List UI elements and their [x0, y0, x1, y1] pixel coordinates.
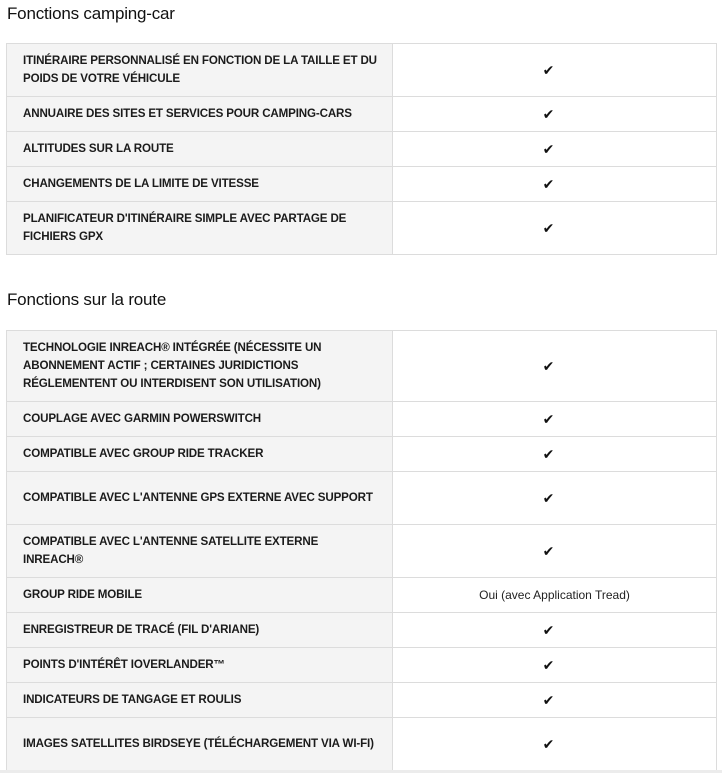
- feature-value: [393, 472, 717, 525]
- checkmark-icon: ✔: [542, 221, 555, 237]
- feature-value: [393, 331, 717, 402]
- feature-value: [393, 202, 717, 255]
- feature-value: [393, 613, 717, 648]
- feature-value: [393, 648, 717, 683]
- table-row: [7, 437, 717, 472]
- checkmark-icon: ✔: [542, 623, 555, 639]
- checkmark-icon: ✔: [542, 658, 555, 674]
- table-row: [7, 167, 717, 202]
- feature-label: INDICATEURS DE TANGAGE ET ROULIS: [7, 683, 393, 718]
- feature-label: COMPATIBLE AVEC L'ANTENNE GPS EXTERNE AVEC SUPPORT: [7, 472, 393, 525]
- section-title-on-road: Fonctions sur la route: [7, 290, 167, 309]
- feature-label: ITINÉRAIRE PERSONNALISÉ EN FONCTION DE LA TAILLE ET DU POIDS DE VOTRE VÉHICULE: [7, 44, 393, 97]
- feature-label: IMAGES SATELLITES BIRDSEYE (TÉLÉCHARGEMENT VIA WI-FI): [7, 718, 393, 771]
- feature-label: CHANGEMENTS DE LA LIMITE DE VITESSE: [7, 167, 393, 202]
- feature-value: [393, 44, 717, 97]
- table-row: [7, 683, 717, 718]
- feature-value: [393, 718, 717, 771]
- feature-label: ALTITUDES SUR LA ROUTE: [7, 132, 393, 167]
- checkmark-icon: ✔: [542, 107, 555, 123]
- table-row: [7, 525, 717, 578]
- table-row: [7, 472, 717, 525]
- table-row: [7, 613, 717, 648]
- checkmark-icon: ✔: [542, 737, 555, 753]
- feature-value: [393, 437, 717, 472]
- table-row: [7, 718, 717, 771]
- checkmark-icon: ✔: [542, 491, 555, 507]
- table-row: [7, 331, 717, 402]
- feature-value: [393, 525, 717, 578]
- feature-value: [393, 402, 717, 437]
- checkmark-icon: ✔: [542, 447, 555, 463]
- feature-label: COUPLAGE AVEC GARMIN POWERSWITCH: [7, 402, 393, 437]
- feature-label: ENREGISTREUR DE TRACÉ (FIL D'ARIANE): [7, 613, 393, 648]
- feature-value: [393, 132, 717, 167]
- checkmark-icon: ✔: [542, 359, 555, 375]
- table-row: [7, 132, 717, 167]
- checkmark-icon: ✔: [542, 177, 555, 193]
- feature-value: [393, 578, 717, 613]
- feature-label: TECHNOLOGIE INREACH® INTÉGRÉE (NÉCESSITE UN ABONNEMENT ACTIF ; CERTAINES JURIDICTIONS RÉGLEMENTENT OU INTERDISENT SON UTILISATION): [7, 331, 393, 402]
- checkmark-icon: ✔: [542, 544, 555, 560]
- feature-label: POINTS D'INTÉRÊT IOVERLANDER™: [7, 648, 393, 683]
- feature-label: COMPATIBLE AVEC GROUP RIDE TRACKER: [7, 437, 393, 472]
- section-title-camping-car: Fonctions camping-car: [7, 4, 175, 23]
- table-row: [7, 44, 717, 97]
- table-row: [7, 648, 717, 683]
- spec-table-on-road: [6, 330, 717, 771]
- spec-table-camping-car: [6, 43, 717, 255]
- table-row: [7, 97, 717, 132]
- feature-value-text: Oui (avec Application Tread): [479, 588, 630, 602]
- checkmark-icon: ✔: [542, 693, 555, 709]
- feature-value: [393, 97, 717, 132]
- checkmark-icon: ✔: [542, 63, 555, 79]
- table-row: [7, 202, 717, 255]
- feature-value: [393, 167, 717, 202]
- table-row: [7, 402, 717, 437]
- feature-label: COMPATIBLE AVEC L'ANTENNE SATELLITE EXTERNE INREACH®: [7, 525, 393, 578]
- checkmark-icon: ✔: [542, 142, 555, 158]
- checkmark-icon: ✔: [542, 412, 555, 428]
- feature-label: ANNUAIRE DES SITES ET SERVICES POUR CAMPING-CARS: [7, 97, 393, 132]
- feature-label: PLANIFICATEUR D'ITINÉRAIRE SIMPLE AVEC PARTAGE DE FICHIERS GPX: [7, 202, 393, 255]
- feature-value: [393, 683, 717, 718]
- feature-label: GROUP RIDE MOBILE: [7, 578, 393, 613]
- table-row: [7, 578, 717, 613]
